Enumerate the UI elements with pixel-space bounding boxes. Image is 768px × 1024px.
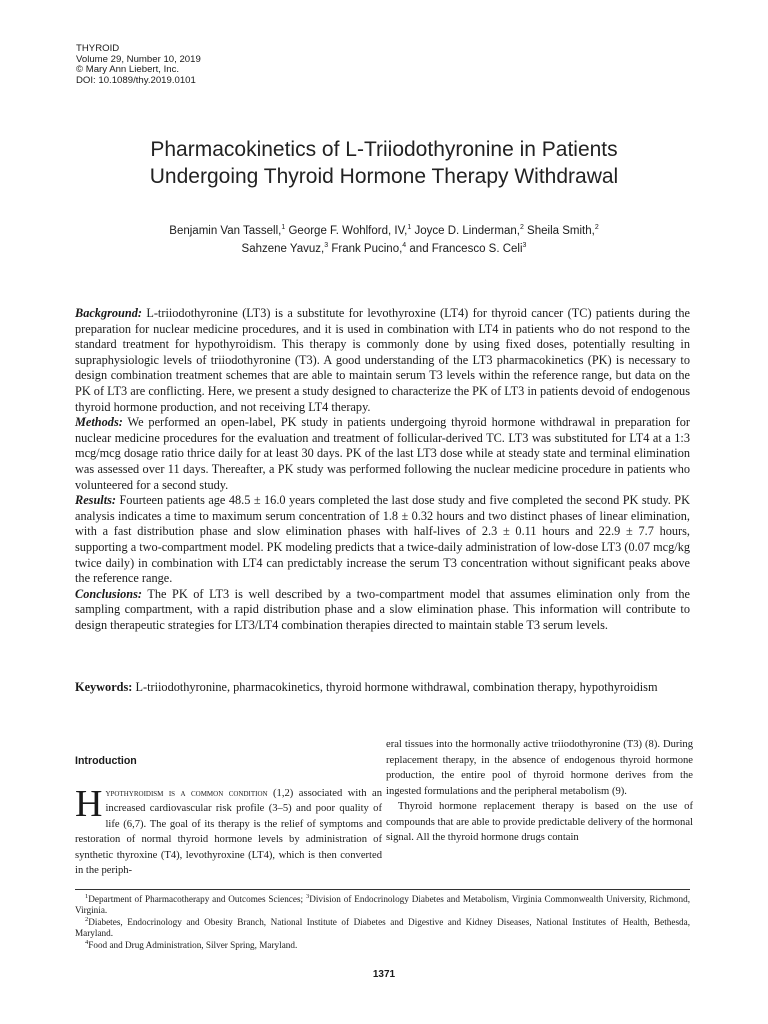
footnote-divider [75,889,690,890]
results-label: Results: [75,493,116,508]
author-affiliation: 1 [281,224,286,232]
abstract-methods [75,415,690,493]
drop-cap: H [75,782,103,825]
intro-right-paragraph-1: eral tissues into the hormonally active triiodothyronine (T3) (8). During replacement therapy, in the absence of endogenous thyroid hormone production, the entire pool of thyroid hormone derives from the ingested formulations and the peripheral metabolism (9). [386,739,693,797]
right-column [386,737,693,846]
author-line-2 [60,240,708,258]
footnote-text: Food and Drug Administration, Silver Spring, Maryland. [88,939,298,950]
footnote-number: 4 [85,938,89,946]
methods-label: Methods: [75,415,123,430]
author-name: Sahzene Yavuz, [241,243,325,255]
author-affiliation: 3 [324,242,329,250]
keywords [75,680,690,696]
abstract [75,306,690,633]
author-name: Joyce D. Linderman, [411,225,520,237]
article-title [60,136,708,190]
journal-name: THYROID [76,43,120,54]
footnote-text: Department of Pharmacotherapy and Outcomes Sciences; [88,894,306,904]
author-affiliation: 3 [522,242,527,250]
abstract-conclusions [75,587,690,634]
footnote [75,940,690,951]
background-label: Background: [75,306,142,320]
footnote [75,917,690,940]
affiliation-footnotes [75,894,690,951]
journal-volume: Volume 29, Number 10, 2019 [76,53,201,65]
intro-paragraph-1 [75,782,382,879]
author-name: and Francesco S. Celi [406,243,523,255]
methods-text: We performed an open-label, PK study in patients undergoing thyroid hormone withdrawal in preparation for nuclear medicine procedures for the evaluation and treatment of follicular-derived TC. LT3 was substituted for LT4 at a 1:3 mcg/mcg dosage ratio thrice daily for at least 30 days. PK of the last LT3 dose while at steady state and terminal elimination was assessed over 11 days. Thereafter, a PK study was performed following the nuclear medicine procedure in patients who volunteered for a second study. [75,415,690,492]
conclusions-label: Conclusions: [75,586,142,601]
footnote-text: Diabetes, Endocrinology and Obesity Branch, National Institute of Diabetes and Digestive and Kidney Diseases, National Institutes of Health, Bethesda, Maryland. [75,916,690,939]
author-affiliation: 2 [594,224,599,232]
footnote-number: 2 [85,915,89,923]
title-line-2: Undergoing Thyroid Hormone Therapy Withdrawal [149,165,619,188]
title-line-1: Pharmacokinetics of L-Triiodothyronine in Patients [150,138,618,161]
footnote-number: 3 [305,892,310,900]
intro-lead-smallcaps: ypothyroidism is a common condition [105,787,268,799]
footnote-text: Division of Endocrinology Diabetes and Metabolism, Virginia Commonwealth University, Richmond, Virginia. [75,894,690,916]
journal-header [76,44,201,86]
author-line-1 [60,222,708,240]
abstract-background [75,306,690,415]
intro-left-text: (1,2) associated with an increased cardiovascular risk profile (3–5) and poor quality of life (6,7). The goal of its therapy is the relief of symptoms and restoration of normal thyroid hormone levels by administration of synthetic thyroxine (T4), levothyroxine (LT4), which is then converted in the periph- [75,787,382,876]
intro-right-paragraph-2: Thyroid hormone replacement therapy is based on the use of compounds that are able to provide predictable delivery of the hormonal signal. All the thyroid hormone drugs contain [386,801,693,843]
page-number: 1371 [372,969,396,980]
author-affiliation: 1 [407,224,412,232]
footnote-number: 1 [85,892,89,900]
keywords-label: Keywords: [75,680,133,694]
background-text: L-triiodothyronine (LT3) is a substitute for levothyroxine (LT4) for thyroid cancer (TC) patients during the preparation for nuclear medicine procedures, and it is used in combination with LT4 in patients who do not respond to the standard treatment for hypothyroidism. This therapy is commonly done by using fixed doses, potentially resulting in supraphysiologic levels of triiodothyronine (T3). A good understanding of the LT3 pharmacokinetics (PK) is necessary to design combination treatment schemes that are able to maintain serum T3 levels within the reference range, but data on the PK of LT3 are conflicting. Here, we present a study designed to characterize the PK of LT3 in patients devoid of endogenous thyroid hormone production, and not receiving LT4 therapy. [75,306,690,414]
footnote [75,894,690,917]
conclusions-text: The PK of LT3 is well described by a two-compartment model that assumes elimination only from the sampling compartment, with a rapid distribution phase and a slow elimination phase. This information will contribute to design therapeutic strategies for LT3/LT4 combination therapies directed to maintain stable T3 serum levels. [75,586,690,632]
author-list [60,222,708,258]
section-heading-introduction: Introduction [75,755,137,767]
results-text: Fourteen patients age 48.5 ± 16.0 years completed the last dose study and five completed the second PK study. PK analysis indicates a time to maximum serum concentration of 1.8 ± 0.32 hours and two distinct phases of linear elimination, with a fast distribution phase and slow elimination phases with half-lives of 2.3 ± 0.11 hours and 22.9 ± 7.7 hours, supporting a two-compartment model. PK modeling predicts that a twice-daily administration of low-dose LT3 (0.07 mcg/kg twice daily) in combination with LT4 can predictably increase the serum T3 concentration without significant peaks above the reference range. [75,493,690,586]
abstract-results [75,493,690,587]
author-name: Frank Pucino, [328,243,403,255]
author-affiliation: 2 [519,224,524,232]
author-affiliation: 4 [402,242,407,250]
journal-doi: DOI: 10.1089/thy.2019.0101 [76,74,196,86]
journal-copyright: © Mary Ann Liebert, Inc. [76,64,180,76]
keywords-text: L-triiodothyronine, pharmacokinetics, thyroid hormone withdrawal, combination therapy, hypothyroidism [132,680,658,694]
left-column [75,754,382,879]
author-name: Benjamin Van Tassell, [169,225,282,237]
author-name: George F. Wohlford, IV, [285,225,408,237]
author-name: Sheila Smith, [523,225,595,237]
